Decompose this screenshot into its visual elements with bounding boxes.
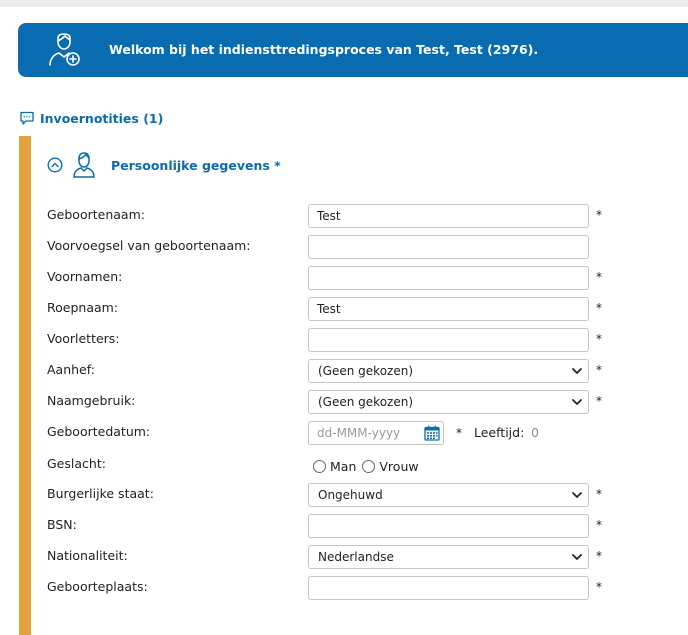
bsn-required: *	[596, 518, 602, 532]
birth-place-label: Geboorteplaats:	[47, 579, 148, 594]
birth-date-placeholder: dd-MMM-yyyy	[317, 426, 401, 440]
birth-place-required: *	[596, 580, 602, 594]
initials-input[interactable]	[308, 328, 589, 352]
chevron-down-icon	[571, 490, 583, 500]
input-notes-label: Invoernotities (1)	[40, 110, 164, 126]
prefix-label: Voorvoegsel van geboortenaam:	[47, 238, 251, 253]
birth-date-label: Geboortedatum:	[47, 424, 151, 439]
birth-name-label: Geboortenaam:	[47, 207, 145, 222]
birth-name-input[interactable]: Test	[308, 204, 589, 228]
input-notes-link[interactable]	[19, 108, 163, 128]
name-usage-required: *	[596, 394, 602, 408]
birth-place-input[interactable]	[308, 576, 589, 600]
person-icon	[72, 152, 96, 178]
gender-radio-vrouw[interactable]	[362, 460, 375, 473]
chevron-down-icon	[571, 397, 583, 407]
gender-options	[313, 457, 425, 475]
marital-status-select[interactable]	[308, 483, 589, 507]
nickname-label: Roepnaam:	[47, 300, 119, 315]
nationality-value: Nederlandse	[318, 550, 394, 564]
first-names-label: Voornamen:	[47, 269, 123, 284]
gender-radio-man[interactable]	[313, 460, 326, 473]
nationality-label: Nationaliteit:	[47, 548, 128, 563]
top-strip	[0, 0, 688, 7]
salutation-value: (Geen gekozen)	[318, 364, 413, 378]
salutation-select[interactable]	[308, 359, 589, 383]
chevron-down-icon	[571, 552, 583, 562]
comment-icon	[19, 110, 35, 126]
salutation-label: Aanhef:	[47, 362, 95, 377]
name-usage-value: (Geen gekozen)	[318, 395, 413, 409]
gender-label-vrouw[interactable]: Vrouw	[379, 458, 419, 474]
nationality-required: *	[596, 549, 602, 563]
nickname-required: *	[596, 301, 602, 315]
marital-status-required: *	[596, 487, 602, 501]
collapse-icon[interactable]	[47, 157, 63, 173]
section-accent-bar	[19, 136, 31, 635]
initials-required: *	[596, 332, 602, 346]
chevron-down-icon	[571, 366, 583, 376]
nationality-select[interactable]	[308, 545, 589, 569]
bsn-input[interactable]	[308, 514, 589, 538]
birth-date-input[interactable]	[308, 421, 444, 445]
bsn-label: BSN:	[47, 517, 77, 532]
prefix-input[interactable]	[308, 235, 589, 259]
user-add-icon	[46, 32, 82, 68]
name-usage-label: Naamgebruik:	[47, 393, 136, 408]
gender-label-man[interactable]: Man	[330, 458, 357, 474]
banner-title: Welkom bij het indiensttredingsproces van Test, Test (2976).	[109, 42, 539, 57]
birth-date-required: *	[456, 426, 462, 440]
section-title: Persoonlijke gegevens *	[111, 157, 281, 173]
gender-label: Geslacht:	[47, 456, 106, 471]
salutation-required: *	[596, 363, 602, 377]
marital-status-value: Ongehuwd	[318, 488, 383, 502]
first-names-input[interactable]	[308, 266, 589, 290]
name-usage-select[interactable]	[308, 390, 589, 414]
section-header	[47, 150, 281, 180]
marital-status-label: Burgerlijke staat:	[47, 486, 154, 501]
first-names-required: *	[596, 270, 602, 284]
birth-name-required: *	[596, 208, 602, 222]
welcome-banner	[18, 23, 688, 77]
nickname-input[interactable]: Test	[308, 297, 589, 321]
calendar-icon[interactable]	[424, 425, 440, 441]
age-value: 0	[531, 425, 539, 440]
age-label: Leeftijd:	[474, 425, 525, 440]
initials-label: Voorletters:	[47, 331, 120, 346]
